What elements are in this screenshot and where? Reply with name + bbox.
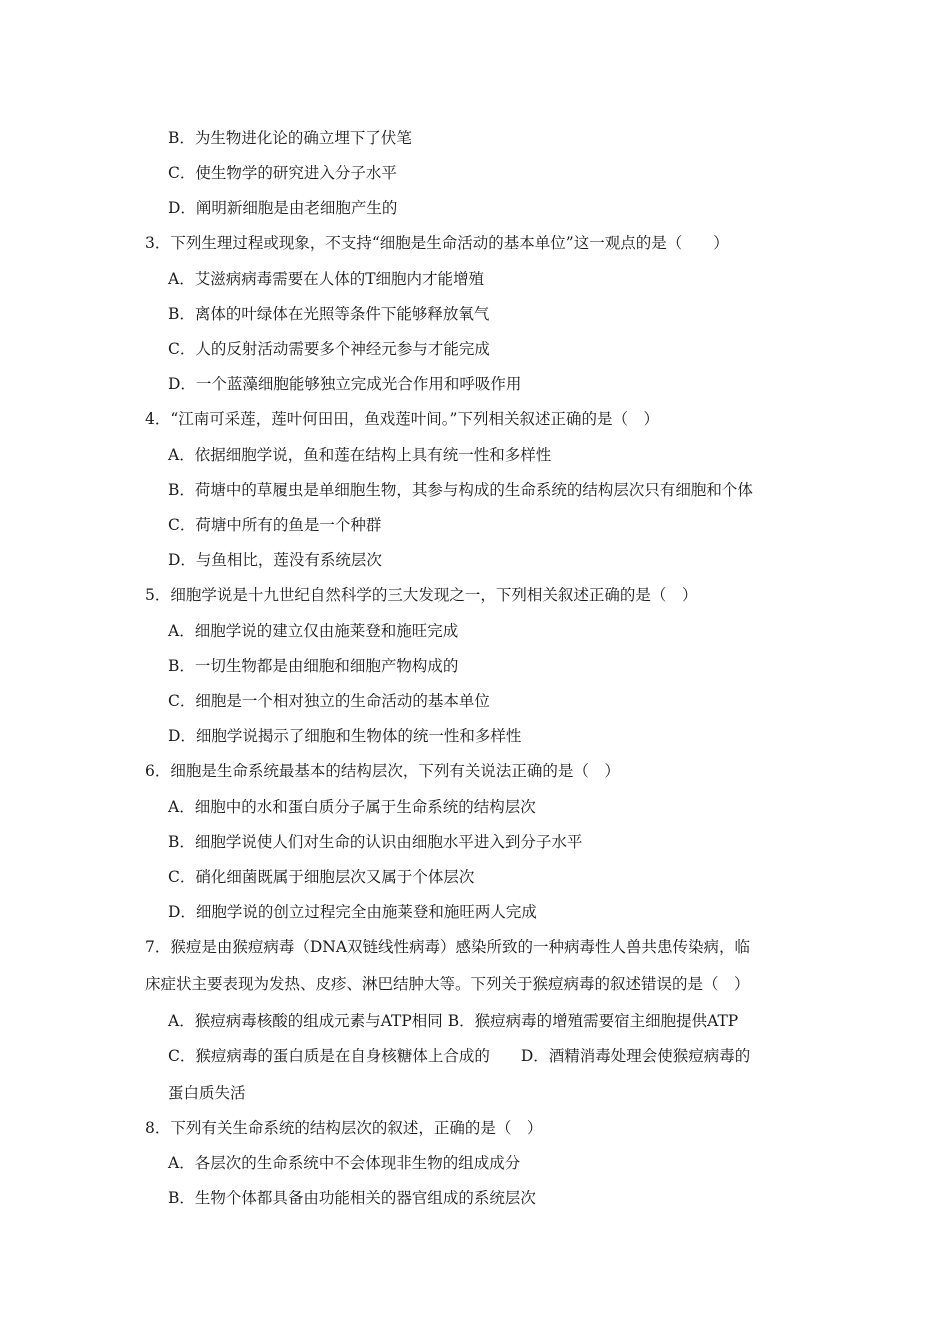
question-4: 4．“江南可采莲，莲叶何田田，鱼戏莲叶间。”下列相关叙述正确的是（ ） bbox=[145, 410, 659, 428]
option-3b: B．离体的叶绿体在光照等条件下能够释放氧气 bbox=[168, 305, 490, 323]
option-4a: A．依据细胞学说，鱼和莲在结构上具有统一性和多样性 bbox=[168, 446, 552, 464]
option-4d: D．与鱼相比，莲没有系统层次 bbox=[168, 551, 382, 569]
option-7cd: C．猴痘病毒的蛋白质是在自身核糖体上合成的 D．酒精消毒处理会使猴痘病毒的 bbox=[168, 1047, 751, 1065]
option-5a: A．细胞学说的建立仅由施莱登和施旺完成 bbox=[168, 622, 459, 640]
option-5c: C．细胞是一个相对独立的生命活动的基本单位 bbox=[168, 692, 490, 710]
option-6a: A．细胞中的水和蛋白质分子属于生命系统的结构层次 bbox=[168, 798, 536, 816]
option-2b: B．为生物进化论的确立埋下了伏笔 bbox=[168, 129, 412, 147]
option-5b: B．一切生物都是由细胞和细胞产物构成的 bbox=[168, 657, 459, 675]
option-6c: C．硝化细菌既属于细胞层次又属于个体层次 bbox=[168, 868, 475, 886]
question-7-continued: 床症状主要表现为发热、皮疹、淋巴结肿大等。下列关于猴痘病毒的叙述错误的是（ ） bbox=[145, 975, 750, 993]
option-7d-continued: 蛋白质失活 bbox=[168, 1084, 246, 1102]
question-7: 7．猴痘是由猴痘病毒（DNA双链线性病毒）感染所致的一种病毒性人兽共患传染病，临 bbox=[145, 938, 751, 956]
option-4c: C．荷塘中所有的鱼是一个种群 bbox=[168, 516, 382, 534]
option-4b: B．荷塘中的草履虫是单细胞生物，其参与构成的生命系统的结构层次只有细胞和个体 bbox=[168, 481, 753, 499]
option-8a: A．各层次的生命系统中不会体现非生物的组成成分 bbox=[168, 1154, 521, 1172]
question-8: 8．下列有关生命系统的结构层次的叙述，正确的是（ ） bbox=[145, 1119, 543, 1137]
option-2d: D．阐明新细胞是由老细胞产生的 bbox=[168, 199, 398, 217]
option-5d: D．细胞学说揭示了细胞和生物体的统一性和多样性 bbox=[168, 727, 522, 745]
question-5: 5．细胞学说是十九世纪自然科学的三大发现之一，下列相关叙述正确的是（ ） bbox=[145, 586, 698, 604]
option-3c: C．人的反射活动需要多个神经元参与才能完成 bbox=[168, 340, 490, 358]
option-3a: A．艾滋病病毒需要在人体的T细胞内才能增殖 bbox=[168, 270, 485, 288]
option-7ab: A．猴痘病毒核酸的组成元素与ATP相同 B．猴痘病毒的增殖需要宿主细胞提供ATP bbox=[168, 1012, 739, 1030]
option-3d: D．一个蓝藻细胞能够独立完成光合作用和呼吸作用 bbox=[168, 375, 522, 393]
option-8b: B．生物个体都具备由功能相关的器官组成的系统层次 bbox=[168, 1189, 536, 1207]
option-6b: B．细胞学说使人们对生命的认识由细胞水平进入到分子水平 bbox=[168, 833, 583, 851]
option-6d: D．细胞学说的创立过程完全由施莱登和施旺两人完成 bbox=[168, 903, 537, 921]
option-2c: C．使生物学的研究进入分子水平 bbox=[168, 164, 397, 182]
question-6: 6．细胞是生命系统最基本的结构层次，下列有关说法正确的是（ ） bbox=[145, 762, 620, 780]
question-3: 3．下列生理过程或现象，不支持“细胞是生命活动的基本单位”这一观点的是（ ） bbox=[145, 234, 729, 252]
